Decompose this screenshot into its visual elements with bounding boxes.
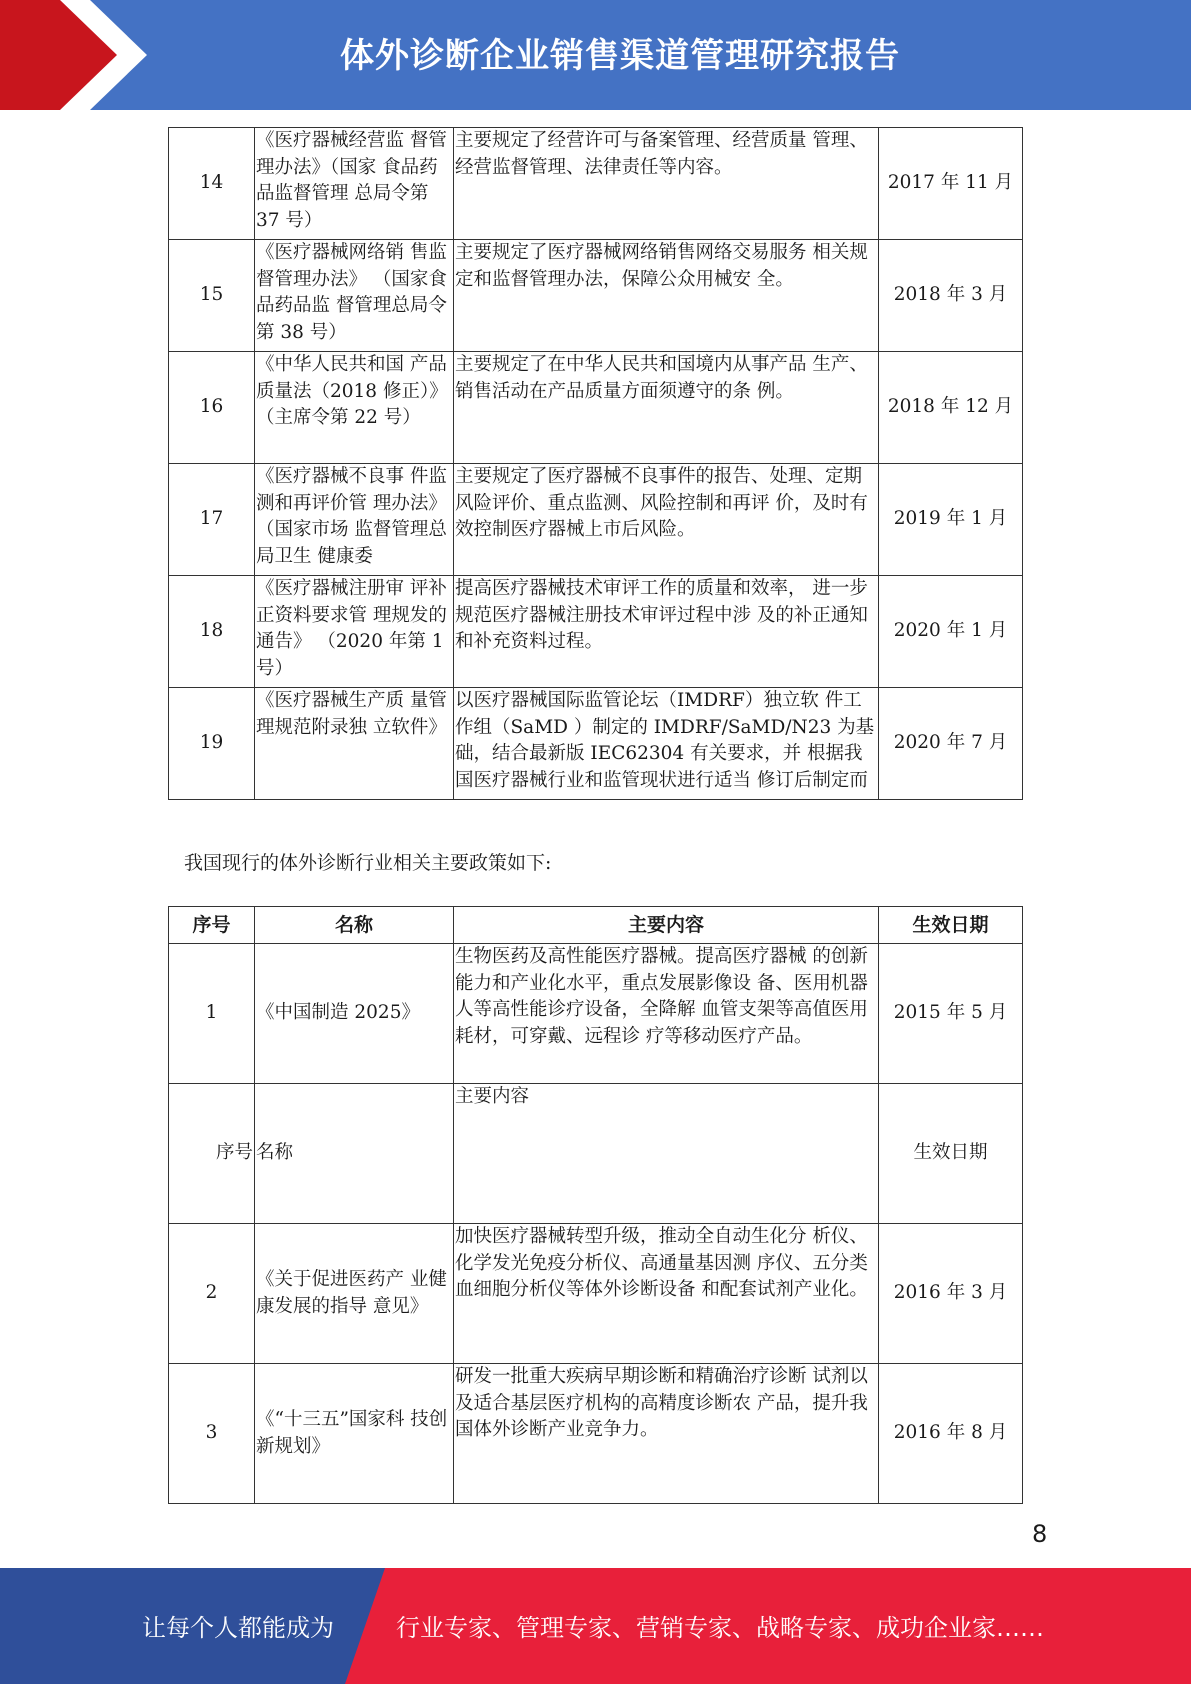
table-row [169, 688, 1023, 800]
regulation-content: 以医疗器械国际监管论坛（IMDRF）独立软 件工作组（SaMD ）制定的 IMDRF/SaMD/N23 为基础，结合最新版 IEC62304 有关要求，并 根据我国医疗器械行业和监管现状进行适当 修订后制定而 [454, 688, 879, 800]
table-row-repeat-header [169, 1084, 1023, 1224]
row-number: 14 [169, 128, 255, 240]
header-name: 名称 [255, 907, 454, 944]
policy-name: 《“十三五”国家科 技创新规划》 [255, 1364, 454, 1504]
row-number: 17 [169, 464, 255, 576]
regulation-content: 提高医疗器械技术审评工作的质量和效率， 进一步规范医疗器械注册技术审评过程中涉 及的补正通知和补充资料过程。 [454, 576, 879, 688]
footer-slogan-right: 行业专家、管理专家、营销专家、战略专家、成功企业家…… [396, 1614, 1044, 1642]
regulation-name: 《医疗器械网络销 售监督管理办法》 （国家食品药品监 督管理总局令第 38 号） [255, 240, 454, 352]
regulation-name: 《医疗器械注册审 评补正资料要求管 理规发的通告》 （2020 年第 1 号） [255, 576, 454, 688]
table-row [169, 128, 1023, 240]
effective-date: 2020 年 1 月 [879, 576, 1023, 688]
table-row [169, 1364, 1023, 1504]
table-row [169, 352, 1023, 464]
regulations-table [168, 127, 1023, 800]
table-header-row [169, 907, 1023, 944]
table-row [169, 576, 1023, 688]
effective-date: 2020 年 7 月 [879, 688, 1023, 800]
page-footer [0, 1568, 1191, 1684]
repeat-content: 主要内容 [454, 1084, 879, 1224]
regulation-name: 《医疗器械经营监 督管理办法》（国家 食品药品监督管理 总局令第 37 号） [255, 128, 454, 240]
footer-slogan-left: 让每个人都能成为 [142, 1614, 334, 1642]
row-number: 16 [169, 352, 255, 464]
page-header [0, 0, 1191, 110]
repeat-name: 名称 [255, 1084, 454, 1224]
effective-date: 2018 年 12 月 [879, 352, 1023, 464]
header-date: 生效日期 [879, 907, 1023, 944]
header-content: 主要内容 [454, 907, 879, 944]
header-no: 序号 [169, 907, 255, 944]
regulation-name: 《医疗器械生产质 量管理规范附录独 立软件》 [255, 688, 454, 800]
regulation-name: 《医疗器械不良事 件监测和再评价管 理办法》（国家市场 监督管理总局卫生 健康委 [255, 464, 454, 576]
policy-name: 《中国制造 2025》 [255, 944, 454, 1084]
table-row [169, 240, 1023, 352]
policy-content: 生物医药及高性能医疗器械。提高医疗器械 的创新能力和产业化水平，重点发展影像设 备、医用机器人等高性能诊疗设备，全降解 血管支架等高值医用耗材，可穿戴、远程诊 疗等移动医疗产品。 [454, 944, 879, 1084]
policy-content: 研发一批重大疾病早期诊断和精确治疗诊断 试剂以及适合基层医疗机构的高精度诊断农 产品，提升我国体外诊断产业竞争力。 [454, 1364, 879, 1504]
repeat-date: 生效日期 [879, 1084, 1023, 1224]
row-number: 15 [169, 240, 255, 352]
row-number: 2 [169, 1224, 255, 1364]
regulation-content: 主要规定了医疗器械不良事件的报告、处理、定期风险评价、重点监测、风险控制和再评 价，及时有效控制医疗器械上市后风险。 [454, 464, 879, 576]
regulation-name: 《中华人民共和国 产品质量法（2018 修正）》（主席令第 22 号） [255, 352, 454, 464]
page-number: 8 [1032, 1520, 1048, 1548]
policy-name: 《关于促进医药产 业健康发展的指导 意见》 [255, 1224, 454, 1364]
regulation-content: 主要规定了经营许可与备案管理、经营质量 管理、经营监督管理、法律责任等内容。 [454, 128, 879, 240]
effective-date: 2017 年 11 月 [879, 128, 1023, 240]
row-number: 18 [169, 576, 255, 688]
effective-date: 2019 年 1 月 [879, 464, 1023, 576]
effective-date: 2016 年 3 月 [879, 1224, 1023, 1364]
effective-date: 2016 年 8 月 [879, 1364, 1023, 1504]
regulation-content: 主要规定了医疗器械网络销售网络交易服务 相关规定和监督管理办法，保障公众用械安 全。 [454, 240, 879, 352]
effective-date: 2018 年 3 月 [879, 240, 1023, 352]
table-row [169, 464, 1023, 576]
report-title: 体外诊断企业销售渠道管理研究报告 [340, 36, 900, 76]
repeat-no: 序号 [169, 1084, 255, 1224]
effective-date: 2015 年 5 月 [879, 944, 1023, 1084]
table-row [169, 944, 1023, 1084]
row-number: 19 [169, 688, 255, 800]
row-number: 3 [169, 1364, 255, 1504]
table-row [169, 1224, 1023, 1364]
policies-table [168, 906, 1023, 1504]
policy-content: 加快医疗器械转型升级，推动全自动生化分 析仪、化学发光免疫分析仪、高通量基因测 序仪、五分类血细胞分析仪等体外诊断设备 和配套试剂产业化。 [454, 1224, 879, 1364]
policies-intro: 我国现行的体外诊断行业相关主要政策如下: [184, 852, 552, 874]
row-number: 1 [169, 944, 255, 1084]
regulation-content: 主要规定了在中华人民共和国境内从事产品 生产、销售活动在产品质量方面须遵守的条 例。 [454, 352, 879, 464]
